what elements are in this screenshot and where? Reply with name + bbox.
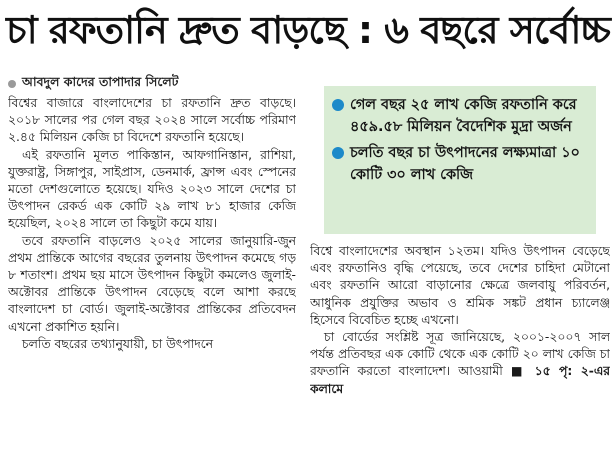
byline [8, 74, 178, 94]
byline-text: আবদুল কাদের তাপাদার সিলেট [22, 74, 179, 89]
continuation-marker-icon: ■ [510, 364, 527, 379]
paragraph-text: চা বোর্ডের সংশ্লিষ্ট সূত্র জানিয়েছে, ২০০১-২০০৭ সাল পর্যন্ত প্রতিবছর এক কোটি থেকে এক কোটি ২০ লাখ কেজি চা রফতানি করতো বাংলাদেশ। আওয়ামী [310, 330, 610, 379]
highlight-text: চলতি বছর চা উৎপাদনের লক্ষ্যমাত্রা ১০ কোটি ৩০ লাখ কেজি [350, 145, 580, 183]
paragraph: এই রফতানি মূলত পাকিস্তান, আফগানিস্তান, রাশিয়া, যুক্তরাষ্ট্র, সিঙ্গাপুর, সাইপ্রাস, ডেনমার্ক, ফ্রান্স এবং স্পেনের মতো দেশগুলোতে হয়েছে। যদিও ২০২৩ সালে দেশের চা উৎপাদন রেকর্ড এক কোটি ২৯ লাখ ৮১ হাজার কেজি হয়েছিল, ২০২৪ সালে তা কিছুটা কমে যায়। [8, 147, 296, 231]
paragraph: তবে রফতানি বাড়লেও ২০২৫ সালের জানুয়ারি-জুন প্রথম প্রান্তিকে আগের বছরের তুলনায় উৎপাদন কমেছে গড় ৮ শতাংশ। প্রথম ছয় মাসে উৎপাদন কিছুটা কমলেও জুলাই-অক্টোবর প্রান্তিকে উৎপাদন বেড়েছে বলে আশা করছে বাংলাদেশ চা বোর্ড। জুলাই-অক্টোবর প্রান্তিকের প্রতিবেদন এখনো প্রকাশিত হয়নি। [8, 233, 296, 334]
paragraph [310, 329, 610, 398]
highlight-item [332, 142, 590, 186]
headline: চা রফতানি দ্রুত বাড়ছে : ৬ বছরে সর্বোচ্চ [6, 8, 610, 52]
highlight-text: গেল বছর ২৫ লাখ কেজি রফতানি করে ৪৫৯.৫৮ মিলিয়ন বৈদেশিক মুদ্রা অর্জন [350, 97, 577, 135]
continuation-link[interactable]: ১৫ পৃ: ২-এর কলামে [310, 364, 610, 396]
bullet-icon [8, 80, 16, 88]
paragraph: বিশ্বের বাজারে বাংলাদেশের চা রফতানি দ্রুত বাড়ছে। ২০১৮ সালের পর গেল বছর ২০২৪ সালে সর্বোচ্চ পরিমাণ ২.৪৫ মিলিয়ন কেজি চা বিদেশে রফতানি হয়েছে। [8, 96, 296, 145]
article-column-right [310, 243, 610, 457]
highlight-item [332, 94, 590, 138]
highlight-box [324, 86, 596, 234]
bullet-icon [332, 99, 344, 111]
paragraph: চলতি বছরের তথ্যানুযায়ী, চা উৎপাদনে [22, 336, 213, 351]
bullet-icon [332, 147, 344, 159]
paragraph: বিশ্বে বাংলাদেশের অবস্থান ১২তম। যদিও উৎপাদন বেড়েছে এবং রফতানিও বৃদ্ধি পেয়েছে, তবে দেশের চাহিদা মেটানো এবং রফতানি আরো বাড়ানোর ক্ষেত্রে জলবায়ু পরিবর্তন, আধুনিক প্রযুক্তির অভাব ও শ্রমিক সঙ্কট প্রধান চ্যালেঞ্জ হিসেবে বিবেচিত হচ্ছে এখনো। [310, 244, 610, 327]
article-column-left [8, 95, 296, 457]
